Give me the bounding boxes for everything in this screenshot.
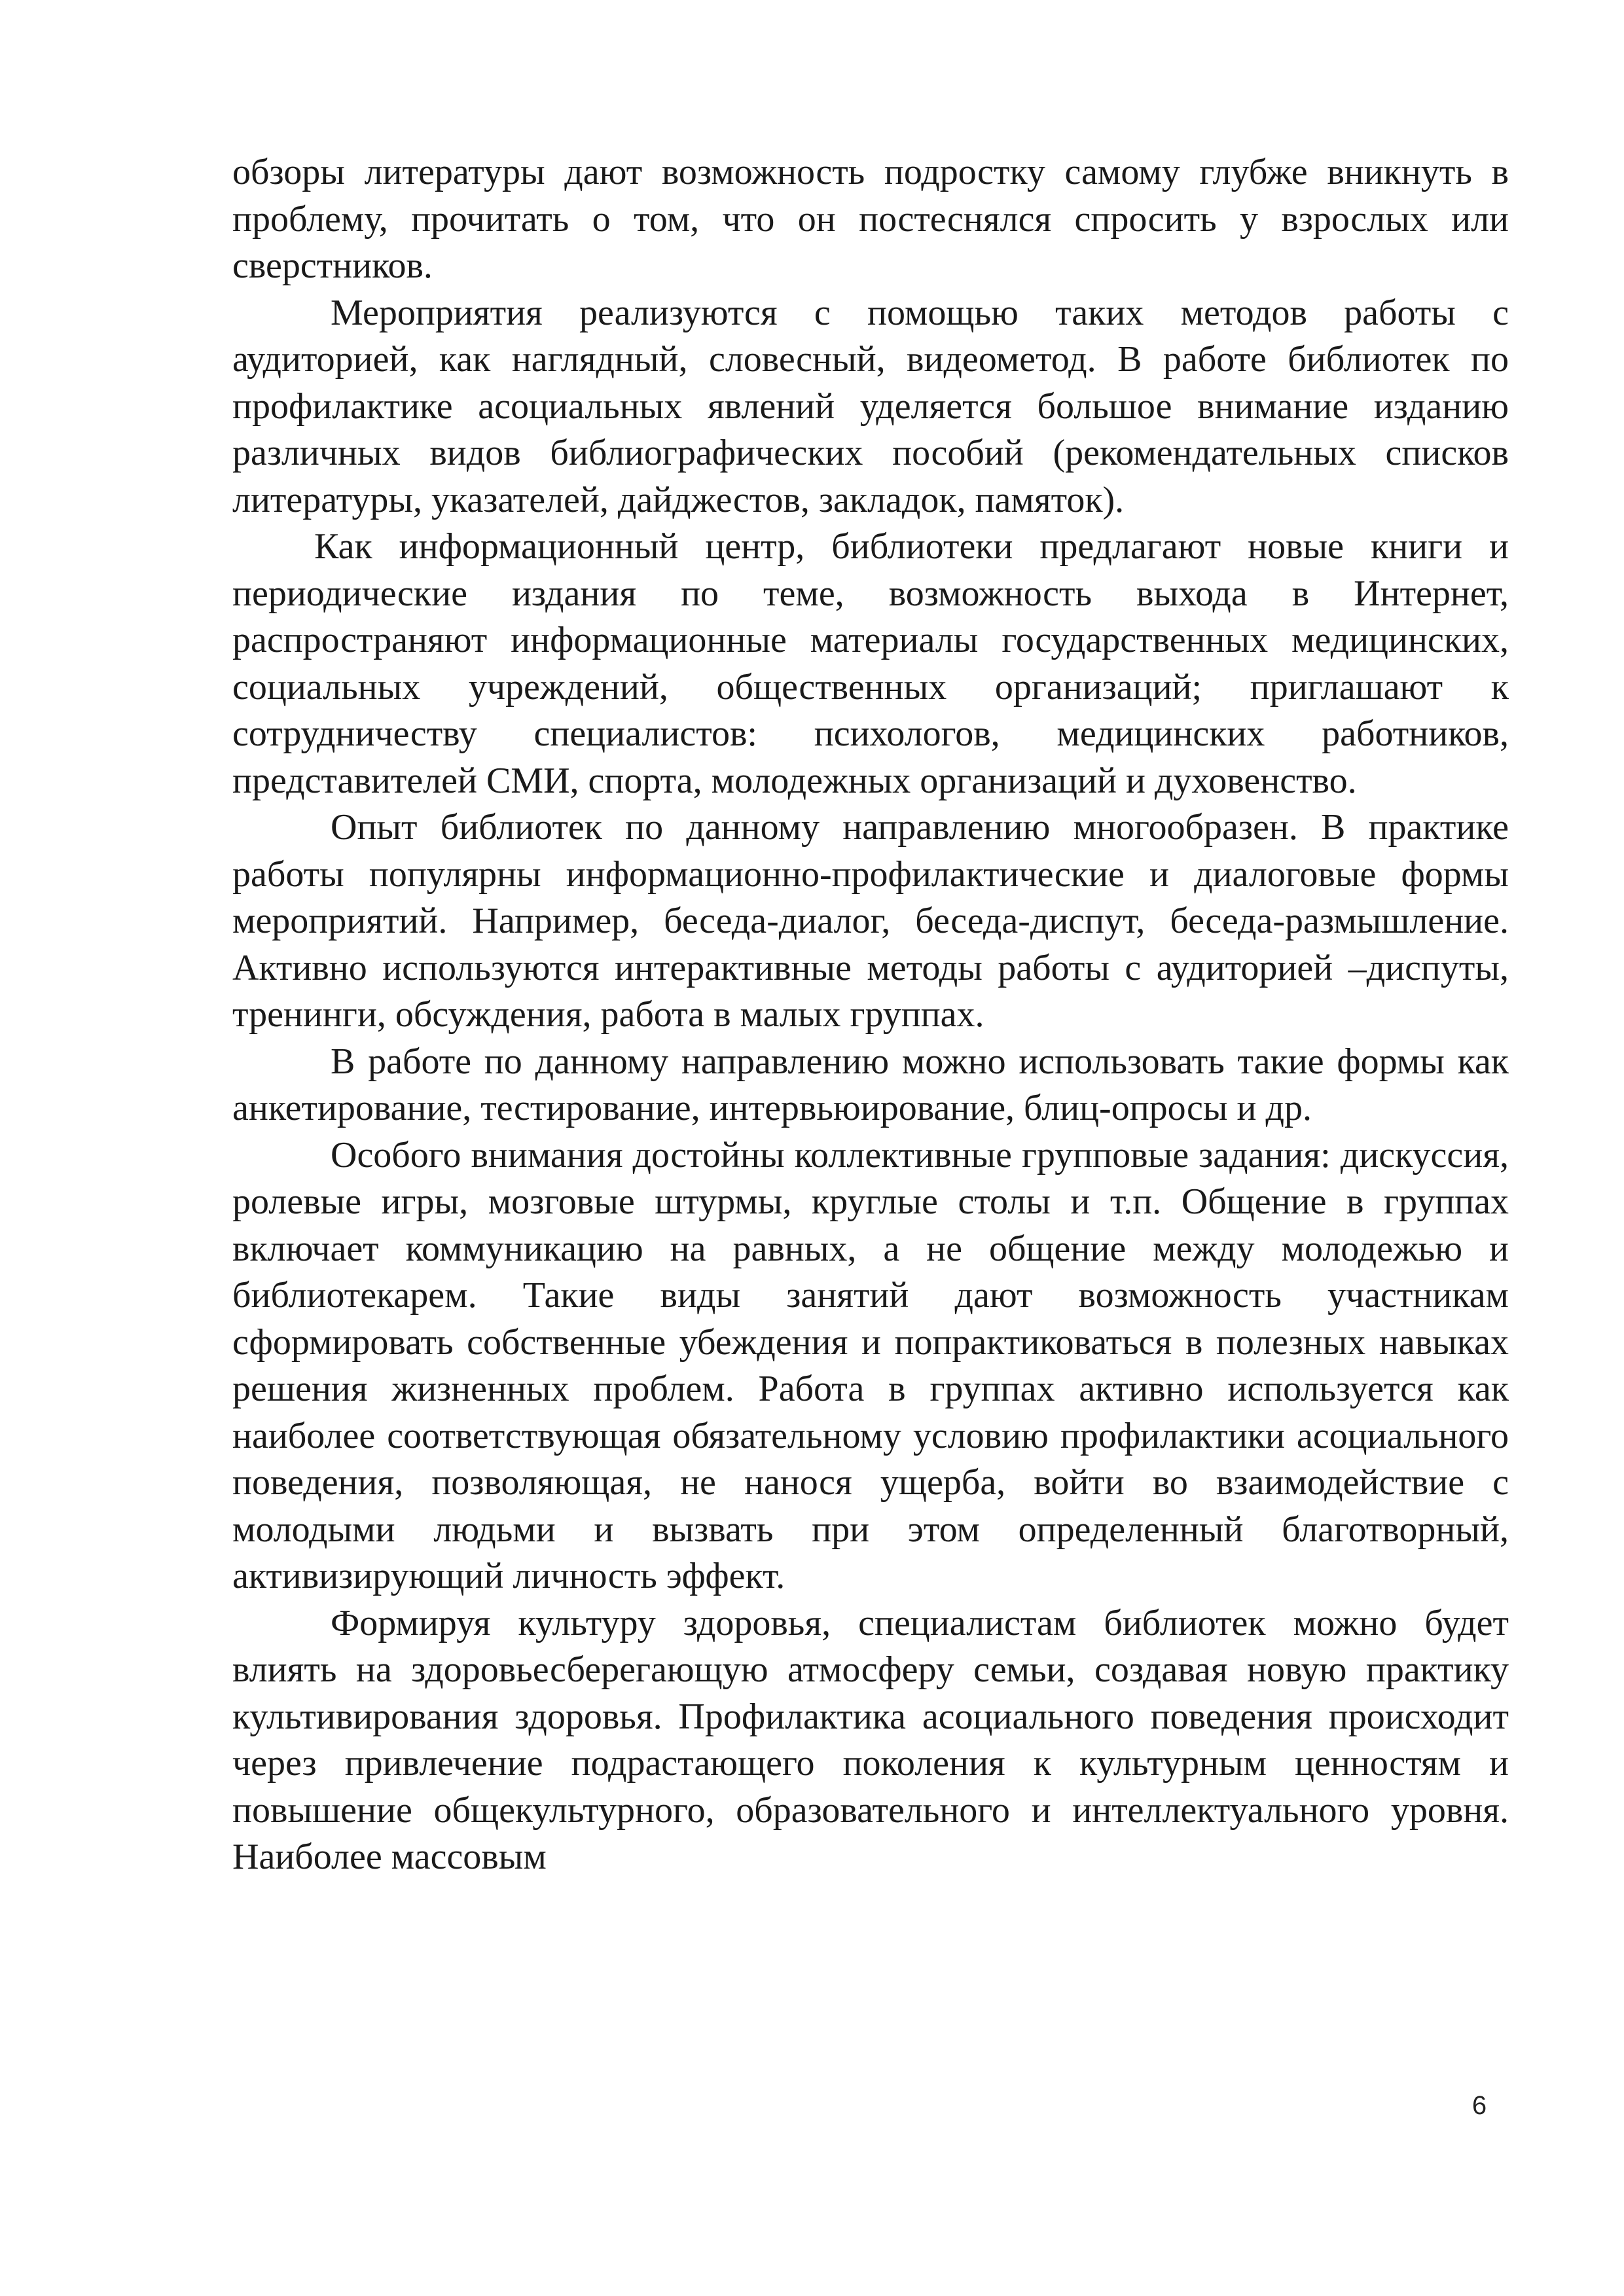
paragraph-continuation: обзоры литературы дают возможность подростку самому глубже вникнуть в проблему, прочитать о том, что он постеснялся спросить у взрослых или сверстников. (232, 152, 1509, 286)
paragraph-library-experience: Опыт библиотек по данному направлению многообразен. В практике работы популярны информационно-профилактические и диалоговые формы мероприятий. Например, беседа-диалог, беседа-диспут, беседа-размышление. Активно используются интерактивные методы работы с аудиторией –диспуты, тренинги, обсуждения, работа в малых группах. (232, 807, 1509, 1035)
paragraph-information-center: Как информационный центр, библиотеки предлагают новые книги и периодические издания по теме, возможность выхода в Интернет, распространяют информационные материалы государственных медицинских, социальных учреждений, общественных организаций; приглашают к сотрудничеству специалистов: психологов, медицинских работников, представителей СМИ, спорта, молодежных организаций и духовенство. (232, 526, 1509, 801)
body-text (232, 149, 1509, 1881)
paragraph-survey-forms: В работе по данному направлению можно использовать такие формы как анкетирование, тестирование, интервьюирование, блиц-опросы и др. (232, 1041, 1509, 1128)
paragraph-group-tasks: Особого внимания достойны коллективные групповые задания: дискуссия, ролевые игры, мозговые штурмы, круглые столы и т.п. Общение в группах включает коммуникацию на равных, а не общение между молодежью и библиотекарем. Такие виды занятий дают возможность участникам сформировать собственные убеждения и попрактиковаться в полезных навыках решения жизненных проблем. Работа в группах активно используется как наиболее соответствующая обязательному условию профилактики асоциального поведения, позволяющая, не нанося ущерба, войти во взаимодействие с молодыми людьми и вызвать при этом определенный благотворный, активизирующий личность эффект. (232, 1134, 1509, 1596)
paragraph-methods: Мероприятия реализуются с помощью таких методов работы с аудиторией, как наглядный, словесный, видеометод. В работе библиотек по профилактике асоциальных явлений уделяется большое внимание изданию различных видов библиографических пособий (рекомендательных списков литературы, указателей, дайджестов, закладок, памяток). (232, 292, 1509, 520)
page-number: 6 (1471, 2091, 1487, 2120)
paragraph-health-culture: Формируя культуру здоровья, специалистам библиотек можно будет влиять на здоровьесберегающую атмосферу семьи, создавая новую практику культивирования здоровья. Профилактика асоциального поведения происходит через привлечение подрастающего поколения к культурным ценностям и повышение общекультурного, образовательного и интеллектуального уровня. Наиболее массовым (232, 1602, 1509, 1877)
